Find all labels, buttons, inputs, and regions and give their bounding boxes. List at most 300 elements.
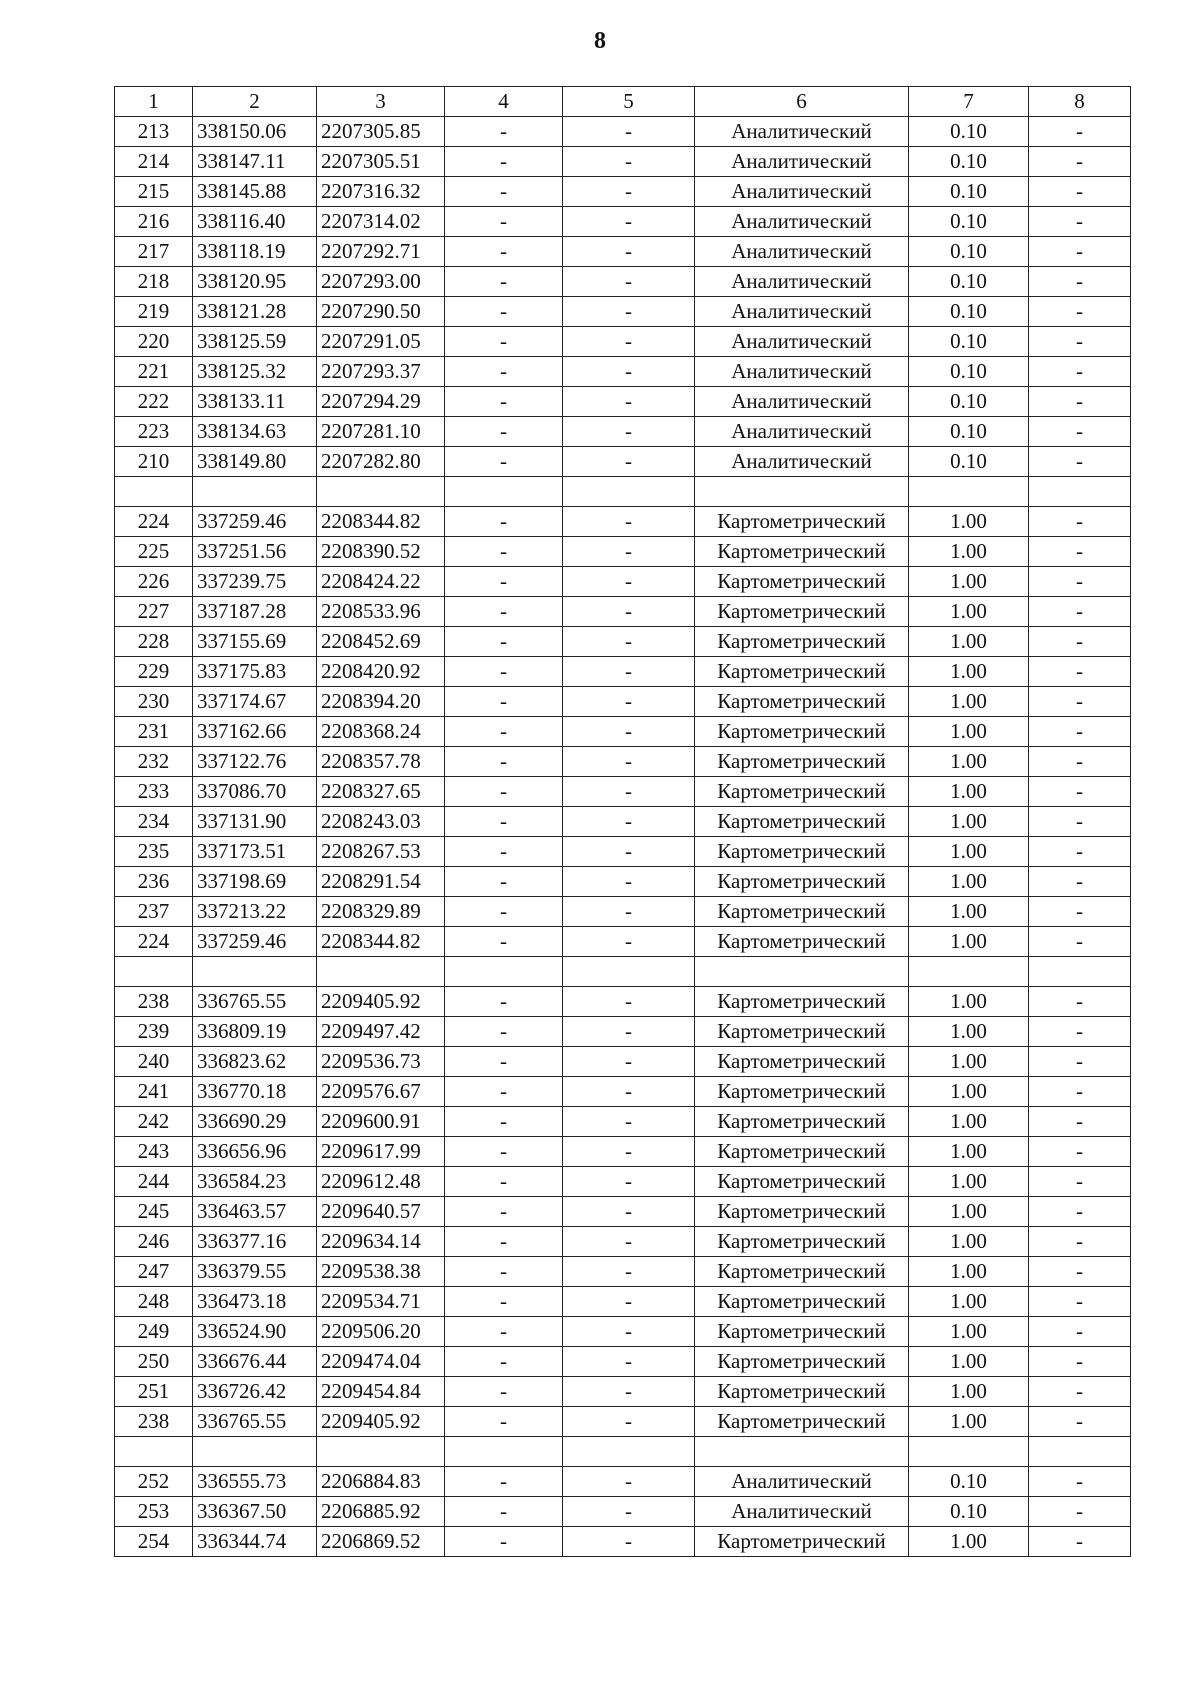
- table-cell: 336809.19: [193, 1017, 317, 1047]
- table-cell: 338133.11: [193, 387, 317, 417]
- table-cell: 336555.73: [193, 1467, 317, 1497]
- table-cell: -: [1029, 1497, 1131, 1527]
- table-cell: -: [1029, 1317, 1131, 1347]
- table-cell: 224: [115, 507, 193, 537]
- table-cell: 0.10: [909, 447, 1029, 477]
- table-cell: 2208267.53: [317, 837, 445, 867]
- table-cell: 1.00: [909, 1197, 1029, 1227]
- table-cell: 336463.57: [193, 1197, 317, 1227]
- table-cell: Картометрический: [695, 507, 909, 537]
- table-cell: -: [1029, 297, 1131, 327]
- table-cell: -: [445, 537, 563, 567]
- table-cell: -: [1029, 867, 1131, 897]
- table-cell: 241: [115, 1077, 193, 1107]
- table-row: [115, 567, 1131, 597]
- table-cell: 338150.06: [193, 117, 317, 147]
- table-cell: Аналитический: [695, 237, 909, 267]
- table-cell: 251: [115, 1377, 193, 1407]
- table-cell: 338125.59: [193, 327, 317, 357]
- header-cell: 8: [1029, 87, 1131, 117]
- table-cell: 233: [115, 777, 193, 807]
- table-row: [115, 807, 1131, 837]
- table-cell: -: [445, 627, 563, 657]
- table-row: [115, 1107, 1131, 1137]
- table-cell: 336584.23: [193, 1167, 317, 1197]
- table-cell: 1.00: [909, 1107, 1029, 1137]
- table-cell: -: [563, 1497, 695, 1527]
- table-cell: -: [563, 507, 695, 537]
- table-row: [115, 267, 1131, 297]
- table-cell: -: [1029, 987, 1131, 1017]
- table-row: [115, 837, 1131, 867]
- table-row: [115, 1017, 1131, 1047]
- table-cell: 2209640.57: [317, 1197, 445, 1227]
- table-cell: -: [1029, 417, 1131, 447]
- table-cell: -: [563, 567, 695, 597]
- table-cell: Аналитический: [695, 357, 909, 387]
- table-cell: 2208357.78: [317, 747, 445, 777]
- table-cell: 336524.90: [193, 1317, 317, 1347]
- table-cell: 2208420.92: [317, 657, 445, 687]
- table-cell: -: [1029, 1107, 1131, 1137]
- table-cell: 248: [115, 1287, 193, 1317]
- table-cell: 337086.70: [193, 777, 317, 807]
- table-cell: -: [445, 1527, 563, 1557]
- table-cell: -: [445, 1197, 563, 1227]
- table-cell: 1.00: [909, 777, 1029, 807]
- table-cell: 226: [115, 567, 193, 597]
- table-cell: 1.00: [909, 927, 1029, 957]
- table-cell: [563, 957, 695, 987]
- table-body: [115, 87, 1131, 1557]
- table-cell: -: [563, 867, 695, 897]
- table-cell: Картометрический: [695, 927, 909, 957]
- table-cell: 234: [115, 807, 193, 837]
- header-cell: 4: [445, 87, 563, 117]
- table-cell: 229: [115, 657, 193, 687]
- table-cell: 2207294.29: [317, 387, 445, 417]
- table-cell: -: [563, 117, 695, 147]
- table-cell: 1.00: [909, 627, 1029, 657]
- table-cell: 235: [115, 837, 193, 867]
- table-cell: [317, 1437, 445, 1467]
- table-cell: 1.00: [909, 1227, 1029, 1257]
- table-row: [115, 1467, 1131, 1497]
- table-cell: -: [563, 657, 695, 687]
- table-row: [115, 117, 1131, 147]
- table-cell: 1.00: [909, 1167, 1029, 1197]
- table-cell: -: [563, 987, 695, 1017]
- table-cell: -: [445, 1077, 563, 1107]
- table-cell: -: [445, 147, 563, 177]
- table-cell: -: [1029, 1227, 1131, 1257]
- table-cell: 0.10: [909, 207, 1029, 237]
- table-cell: -: [1029, 777, 1131, 807]
- table-cell: -: [563, 1047, 695, 1077]
- table-cell: Картометрический: [695, 867, 909, 897]
- table-cell: 337213.22: [193, 897, 317, 927]
- table-row: [115, 1047, 1131, 1077]
- table-cell: Картометрический: [695, 1137, 909, 1167]
- table-cell: [695, 957, 909, 987]
- table-row: [115, 657, 1131, 687]
- table-cell: -: [563, 1317, 695, 1347]
- table-cell: 1.00: [909, 1287, 1029, 1317]
- table-cell: Картометрический: [695, 537, 909, 567]
- table-row: [115, 927, 1131, 957]
- table-cell: -: [1029, 897, 1131, 927]
- table-cell: -: [445, 777, 563, 807]
- table-cell: 337175.83: [193, 657, 317, 687]
- table-cell: -: [563, 777, 695, 807]
- table-cell: 337239.75: [193, 567, 317, 597]
- table-cell: -: [1029, 147, 1131, 177]
- table-cell: -: [445, 1467, 563, 1497]
- table-cell: 1.00: [909, 1047, 1029, 1077]
- table-cell: Картометрический: [695, 987, 909, 1017]
- table-cell: -: [563, 537, 695, 567]
- table-cell: 220: [115, 327, 193, 357]
- table-cell: 2209617.99: [317, 1137, 445, 1167]
- table-cell: -: [1029, 387, 1131, 417]
- table-row: [115, 867, 1131, 897]
- table-cell: Картометрический: [695, 1407, 909, 1437]
- table-row: [115, 357, 1131, 387]
- table-cell: 2208424.22: [317, 567, 445, 597]
- table-cell: 223: [115, 417, 193, 447]
- table-cell: 1.00: [909, 597, 1029, 627]
- table-row: [115, 597, 1131, 627]
- table-cell: 1.00: [909, 987, 1029, 1017]
- table-cell: 232: [115, 747, 193, 777]
- table-cell: Картометрический: [695, 1227, 909, 1257]
- table-cell: [445, 957, 563, 987]
- table-cell: 337187.28: [193, 597, 317, 627]
- table-cell: 1.00: [909, 687, 1029, 717]
- table-cell: -: [1029, 1347, 1131, 1377]
- table-cell: -: [563, 1347, 695, 1377]
- table-cell: 337174.67: [193, 687, 317, 717]
- table-cell: 221: [115, 357, 193, 387]
- table-cell: -: [563, 207, 695, 237]
- table-cell: 215: [115, 177, 193, 207]
- table-row: [115, 1527, 1131, 1557]
- table-cell: -: [445, 867, 563, 897]
- table-cell: 1.00: [909, 1527, 1029, 1557]
- table-cell: -: [563, 807, 695, 837]
- table-cell: -: [445, 657, 563, 687]
- table-cell: -: [1029, 537, 1131, 567]
- table-cell: Картометрический: [695, 627, 909, 657]
- coordinates-table: [114, 86, 1131, 1557]
- table-cell: -: [563, 177, 695, 207]
- table-cell: 253: [115, 1497, 193, 1527]
- table-cell: -: [445, 837, 563, 867]
- table-cell: -: [563, 1467, 695, 1497]
- table-cell: -: [563, 1227, 695, 1257]
- table-cell: [563, 1437, 695, 1467]
- table-cell: -: [563, 387, 695, 417]
- table-cell: [193, 477, 317, 507]
- table-cell: 250: [115, 1347, 193, 1377]
- table-row: [115, 777, 1131, 807]
- table-cell: 337122.76: [193, 747, 317, 777]
- table-cell: 2208344.82: [317, 927, 445, 957]
- table-cell: -: [445, 687, 563, 717]
- table-cell: [317, 477, 445, 507]
- table-cell: -: [445, 297, 563, 327]
- table-cell: Картометрический: [695, 837, 909, 867]
- table-cell: 336367.50: [193, 1497, 317, 1527]
- table-cell: 2209612.48: [317, 1167, 445, 1197]
- table-cell: -: [563, 447, 695, 477]
- table-cell: Картометрический: [695, 807, 909, 837]
- table-cell: -: [1029, 1137, 1131, 1167]
- table-cell: [193, 957, 317, 987]
- table-cell: [909, 957, 1029, 987]
- table-row: [115, 687, 1131, 717]
- table-cell: 1.00: [909, 657, 1029, 687]
- table-cell: -: [563, 267, 695, 297]
- table-cell: -: [445, 807, 563, 837]
- table-cell: [115, 1437, 193, 1467]
- table-cell: 338118.19: [193, 237, 317, 267]
- table-cell: 337259.46: [193, 507, 317, 537]
- table-row: [115, 1377, 1131, 1407]
- table-cell: 239: [115, 1017, 193, 1047]
- table-row: [115, 747, 1131, 777]
- table-cell: 2208452.69: [317, 627, 445, 657]
- table-row: [115, 987, 1131, 1017]
- table-cell: -: [445, 1227, 563, 1257]
- table-cell: 0.10: [909, 327, 1029, 357]
- table-cell: 1.00: [909, 867, 1029, 897]
- table-cell: 2209497.42: [317, 1017, 445, 1047]
- table-cell: 0.10: [909, 1497, 1029, 1527]
- table-cell: 218: [115, 267, 193, 297]
- table-cell: -: [563, 747, 695, 777]
- table-cell: 0.10: [909, 237, 1029, 267]
- table-cell: 2207293.37: [317, 357, 445, 387]
- table-cell: 254: [115, 1527, 193, 1557]
- table-cell: -: [563, 717, 695, 747]
- table-cell: 338121.28: [193, 297, 317, 327]
- table-cell: 2207314.02: [317, 207, 445, 237]
- table-cell: 1.00: [909, 507, 1029, 537]
- table-cell: 1.00: [909, 837, 1029, 867]
- table-row: [115, 147, 1131, 177]
- table-cell: Картометрический: [695, 1107, 909, 1137]
- table-cell: 338116.40: [193, 207, 317, 237]
- table-cell: 2209534.71: [317, 1287, 445, 1317]
- table-cell: 2209405.92: [317, 1407, 445, 1437]
- table-cell: -: [445, 447, 563, 477]
- table-cell: 236: [115, 867, 193, 897]
- table-cell: 2208344.82: [317, 507, 445, 537]
- table-cell: 336377.16: [193, 1227, 317, 1257]
- table-cell: 2209474.04: [317, 1347, 445, 1377]
- table-cell: 1.00: [909, 747, 1029, 777]
- table-cell: -: [563, 1167, 695, 1197]
- table-row: [115, 1077, 1131, 1107]
- separator-row: [115, 1437, 1131, 1467]
- table-cell: 231: [115, 717, 193, 747]
- table-cell: 1.00: [909, 1317, 1029, 1347]
- table-cell: -: [1029, 717, 1131, 747]
- table-cell: -: [445, 507, 563, 537]
- table-row: [115, 237, 1131, 267]
- table-cell: 1.00: [909, 1347, 1029, 1377]
- table-cell: 336770.18: [193, 1077, 317, 1107]
- table-cell: 237: [115, 897, 193, 927]
- table-cell: 336676.44: [193, 1347, 317, 1377]
- table-cell: [115, 477, 193, 507]
- table-cell: -: [445, 987, 563, 1017]
- table-cell: -: [563, 1197, 695, 1227]
- header-cell: 2: [193, 87, 317, 117]
- table-cell: [115, 957, 193, 987]
- table-cell: 228: [115, 627, 193, 657]
- table-cell: 336473.18: [193, 1287, 317, 1317]
- table-cell: -: [445, 1497, 563, 1527]
- table-cell: -: [1029, 807, 1131, 837]
- table-cell: 2209405.92: [317, 987, 445, 1017]
- table-cell: -: [445, 1167, 563, 1197]
- table-cell: -: [445, 597, 563, 627]
- table-cell: -: [1029, 1257, 1131, 1287]
- table-cell: 2207291.05: [317, 327, 445, 357]
- table-cell: [909, 477, 1029, 507]
- table-cell: 2208368.24: [317, 717, 445, 747]
- table-cell: 1.00: [909, 1407, 1029, 1437]
- table-cell: -: [445, 177, 563, 207]
- table-cell: 2207305.51: [317, 147, 445, 177]
- table-cell: 240: [115, 1047, 193, 1077]
- table-cell: -: [445, 1257, 563, 1287]
- table-cell: 1.00: [909, 537, 1029, 567]
- table-cell: -: [563, 687, 695, 717]
- table-cell: -: [1029, 1017, 1131, 1047]
- table-cell: -: [563, 1287, 695, 1317]
- table-row: [115, 1167, 1131, 1197]
- table-cell: -: [563, 627, 695, 657]
- table-cell: -: [445, 1287, 563, 1317]
- table-cell: 2207316.32: [317, 177, 445, 207]
- table-cell: 0.10: [909, 117, 1029, 147]
- table-cell: 0.10: [909, 387, 1029, 417]
- table-cell: [1029, 957, 1131, 987]
- table-cell: 336765.55: [193, 1407, 317, 1437]
- table-cell: 2207292.71: [317, 237, 445, 267]
- table-cell: -: [1029, 117, 1131, 147]
- table-cell: -: [445, 1107, 563, 1137]
- table-cell: 2208394.20: [317, 687, 445, 717]
- table-cell: 337259.46: [193, 927, 317, 957]
- table-cell: 1.00: [909, 1137, 1029, 1167]
- table-cell: 252: [115, 1467, 193, 1497]
- table-cell: 0.10: [909, 297, 1029, 327]
- table-cell: -: [1029, 657, 1131, 687]
- table-row: [115, 627, 1131, 657]
- table-cell: -: [563, 357, 695, 387]
- table-cell: 244: [115, 1167, 193, 1197]
- table-cell: -: [445, 207, 563, 237]
- header-cell: 3: [317, 87, 445, 117]
- table-cell: Картометрический: [695, 1197, 909, 1227]
- table-cell: -: [445, 1137, 563, 1167]
- table-cell: -: [445, 747, 563, 777]
- table-cell: Картометрический: [695, 777, 909, 807]
- header-cell: 6: [695, 87, 909, 117]
- table-row: [115, 1497, 1131, 1527]
- table-cell: Картометрический: [695, 1347, 909, 1377]
- table-cell: -: [1029, 687, 1131, 717]
- table-cell: -: [445, 1407, 563, 1437]
- table-cell: 216: [115, 207, 193, 237]
- table-cell: -: [1029, 567, 1131, 597]
- table-cell: -: [1029, 327, 1131, 357]
- table-cell: 0.10: [909, 417, 1029, 447]
- table-cell: -: [445, 387, 563, 417]
- table-row: [115, 1287, 1131, 1317]
- table-row: [115, 507, 1131, 537]
- table-row: [115, 447, 1131, 477]
- table-cell: [563, 477, 695, 507]
- table-cell: -: [1029, 1167, 1131, 1197]
- table-cell: -: [1029, 507, 1131, 537]
- table-cell: Картометрический: [695, 1047, 909, 1077]
- table-cell: -: [1029, 1527, 1131, 1557]
- table-cell: 1.00: [909, 567, 1029, 597]
- table-cell: 0.10: [909, 357, 1029, 387]
- table-cell: -: [1029, 627, 1131, 657]
- table-cell: 2209538.38: [317, 1257, 445, 1287]
- table-cell: 1.00: [909, 807, 1029, 837]
- table-cell: Аналитический: [695, 117, 909, 147]
- table-cell: 245: [115, 1197, 193, 1227]
- table-cell: -: [1029, 1407, 1131, 1437]
- table-cell: 247: [115, 1257, 193, 1287]
- table-cell: 2209576.67: [317, 1077, 445, 1107]
- table-cell: -: [1029, 177, 1131, 207]
- table-cell: 336690.29: [193, 1107, 317, 1137]
- table-row: [115, 1137, 1131, 1167]
- table-row: [115, 207, 1131, 237]
- table-cell: -: [445, 897, 563, 927]
- table-cell: Картометрический: [695, 897, 909, 927]
- table-cell: 213: [115, 117, 193, 147]
- table-cell: -: [1029, 447, 1131, 477]
- table-cell: Аналитический: [695, 1467, 909, 1497]
- table-cell: 338149.80: [193, 447, 317, 477]
- table-cell: 336765.55: [193, 987, 317, 1017]
- table-cell: 336379.55: [193, 1257, 317, 1287]
- table-cell: 336344.74: [193, 1527, 317, 1557]
- table-cell: [1029, 477, 1131, 507]
- table-cell: Аналитический: [695, 1497, 909, 1527]
- header-cell: 5: [563, 87, 695, 117]
- table-cell: 2209600.91: [317, 1107, 445, 1137]
- table-cell: [695, 1437, 909, 1467]
- table-cell: Картометрический: [695, 567, 909, 597]
- table-cell: 217: [115, 237, 193, 267]
- table-cell: 1.00: [909, 717, 1029, 747]
- table-cell: Картометрический: [695, 1317, 909, 1347]
- table-cell: -: [1029, 597, 1131, 627]
- table-header-row: [115, 87, 1131, 117]
- table-cell: -: [1029, 357, 1131, 387]
- table-cell: 2208291.54: [317, 867, 445, 897]
